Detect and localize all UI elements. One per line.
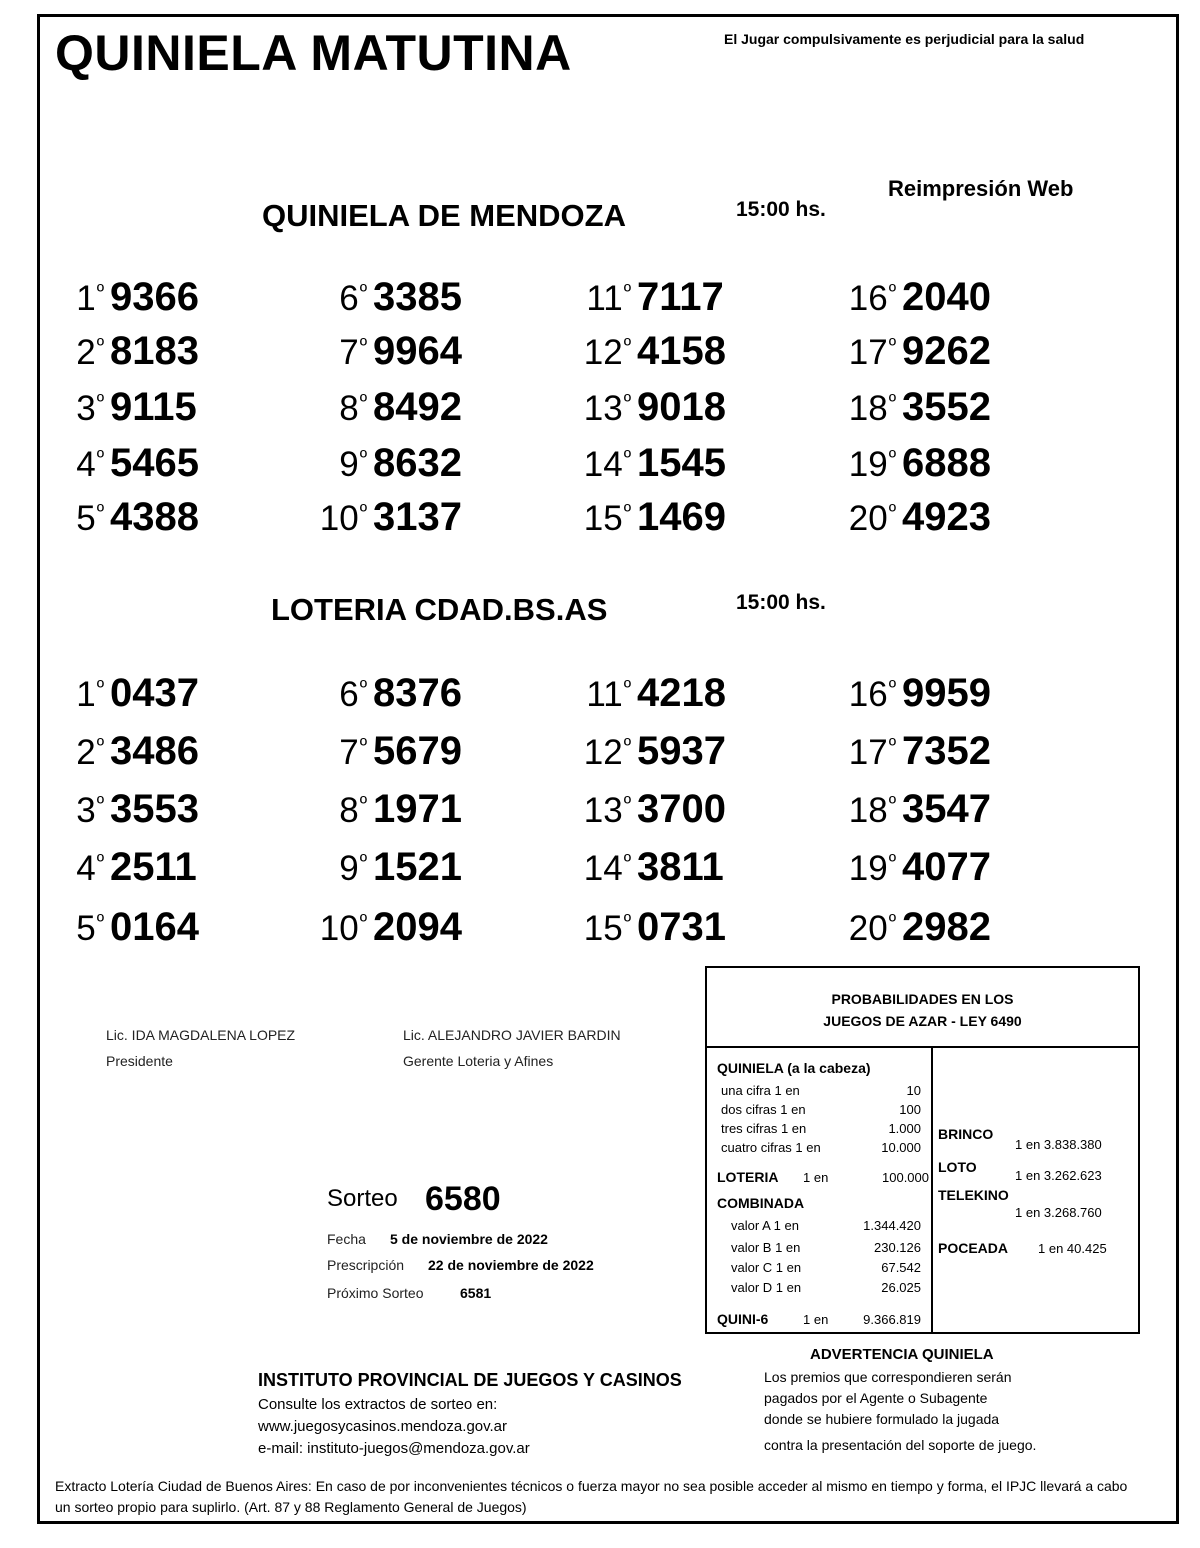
draw-entry [307,495,462,545]
draw-number: 4077 [902,845,991,889]
draw-position: 12 [583,733,623,772]
draw-number: 2040 [902,275,991,319]
draw-entry [307,787,462,837]
ordinal-mark: º [96,793,104,815]
draw-position: 2 [76,733,96,772]
section-title-loteria: LOTERIA CDAD.BS.AS [271,592,608,627]
draw-position: 1 [76,675,96,714]
draw-entry [836,787,991,837]
draw-ordinal [307,791,367,831]
draw-entry [571,329,726,379]
ordinal-mark: º [96,501,104,523]
prob-row-label: cuatro cifras 1 en [721,1140,821,1155]
draw-position: 2 [76,333,96,372]
ordinal-mark: º [96,447,104,469]
draw-number: 5465 [110,441,199,485]
sorteo-number: 6580 [425,1180,501,1218]
telekino-prob-value: 1 en 3.268.760 [1015,1205,1102,1220]
draw-ordinal [44,499,104,539]
quini6-prob-mid: 1 en [803,1312,829,1327]
loteria-prob-value: 100.000 [882,1170,929,1185]
draw-entry [307,671,462,721]
draw-ordinal [307,333,367,373]
draw-position: 5 [76,909,96,948]
ordinal-mark: º [888,447,896,469]
advertencia-line: Los premios que correspondieren serán [764,1369,1012,1385]
brinco-prob-label: BRINCO [938,1126,994,1142]
prob-row-value: 26.025 [881,1280,921,1295]
draw-number: 3553 [110,787,199,831]
ordinal-mark: º [359,851,367,873]
draw-ordinal [836,445,896,485]
poceada-prob-value: 1 en 40.425 [1038,1241,1107,1256]
poceada-prob-label: POCEADA [938,1240,1009,1256]
draw-ordinal [44,909,104,949]
draw-position: 3 [76,791,96,830]
prob-row-label: valor B 1 en [731,1240,801,1255]
draw-ordinal [307,499,367,539]
draw-position: 3 [76,389,96,428]
ordinal-mark: º [96,911,104,933]
draw-position: 12 [583,333,623,372]
page-title: QUINIELA MATUTINA [55,25,572,81]
draw-ordinal [836,733,896,773]
draw-position: 16 [848,279,888,318]
signature-manager [403,1022,621,1074]
draw-entry [836,441,991,491]
ordinal-mark: º [623,335,631,357]
draw-position: 4 [76,445,96,484]
combinada-prob-label: COMBINADA [717,1195,805,1211]
draw-number: 6888 [902,441,991,485]
advertencia-line: contra la presentación del soporte de juego. [764,1437,1037,1453]
institute-website-link[interactable]: www.juegosycasinos.mendoza.gov.ar [258,1418,508,1435]
prob-row-value: 1.000 [888,1121,921,1136]
telekino-prob-label: TELEKINO [938,1187,1009,1203]
ordinal-mark: º [96,335,104,357]
draw-ordinal [571,791,631,831]
prescripcion-label: Prescripción [327,1257,405,1273]
quiniela-prob-label: QUINIELA (a la cabeza) [717,1060,871,1076]
draw-ordinal [836,279,896,319]
draw-ordinal [44,733,104,773]
draw-position: 17 [848,733,888,772]
draw-number: 8632 [373,441,462,485]
draw-position: 13 [583,791,623,830]
draw-ordinal [836,909,896,949]
draw-ordinal [836,389,896,429]
draw-entry [307,385,462,435]
draw-ordinal [836,499,896,539]
draw-position: 10 [319,499,359,538]
advertencia-line: donde se hubiere formulado la jugada [764,1411,1000,1427]
draw-ordinal [571,499,631,539]
draw-ordinal [836,791,896,831]
draw-position: 16 [848,675,888,714]
draw-position: 20 [848,499,888,538]
ordinal-mark: º [888,391,896,413]
prob-row-value: 1.344.420 [863,1218,921,1233]
draw-number: 9366 [110,275,199,319]
institute-consult: Consulte los extractos de sorteo en: [258,1396,498,1413]
draw-ordinal [307,445,367,485]
draw-number: 9018 [637,385,726,429]
draw-entry [44,275,199,325]
loteria-prob-mid: 1 en [803,1170,829,1185]
draw-entry [571,671,726,721]
draw-entry [836,671,991,721]
draw-position: 9 [339,849,359,888]
draw-position: 11 [586,279,623,318]
draw-number: 5679 [373,729,462,773]
prob-row-label: dos cifras 1 en [721,1102,806,1117]
quini6-prob-value: 9.366.819 [863,1312,921,1327]
signature-role: Presidente [106,1053,173,1069]
draw-number: 7117 [637,275,724,319]
draw-entry [44,495,199,545]
draw-number: 8376 [373,671,462,715]
draw-number: 9959 [902,671,991,715]
draw-number: 1971 [373,787,462,831]
draw-entry [571,787,726,837]
prob-row-value: 10.000 [881,1140,921,1155]
draw-ordinal [44,849,104,889]
ordinal-mark: º [888,735,896,757]
draw-position: 15 [583,909,623,948]
ordinal-mark: º [623,391,631,413]
ordinal-mark: º [359,391,367,413]
draw-number: 8492 [373,385,462,429]
prob-row-label: valor C 1 en [731,1260,802,1275]
draw-position: 15 [583,499,623,538]
proximo-label: Próximo Sorteo [327,1285,424,1301]
draw-position: 18 [848,791,888,830]
draw-number: 2982 [902,905,991,949]
draw-number: 3385 [373,275,462,319]
draw-entry [571,441,726,491]
draw-position: 5 [76,499,96,538]
draw-position: 19 [848,445,888,484]
draw-number: 1521 [373,845,462,889]
signature-name: Lic. ALEJANDRO JAVIER BARDIN [403,1027,621,1043]
draw-entry [44,729,199,779]
health-warning: El Jugar compulsivamente es perjudicial para la salud [724,31,1085,47]
draw-number: 4388 [110,495,199,539]
probabilities-header [707,968,1138,1048]
draw-number: 0731 [637,905,726,949]
draw-position: 19 [848,849,888,888]
ordinal-mark: º [359,793,367,815]
ordinal-mark: º [359,911,367,933]
probabilities-box [705,966,1140,1334]
ordinal-mark: º [96,851,104,873]
draw-number: 5937 [637,729,726,773]
draw-ordinal [307,909,367,949]
ordinal-mark: º [888,501,896,523]
draw-entry [307,441,462,491]
ordinal-mark: º [359,501,367,523]
draw-position: 7 [339,333,359,372]
ordinal-mark: º [623,677,631,699]
section-title-mendoza: QUINIELA DE MENDOZA [262,198,626,233]
draw-position: 18 [848,389,888,428]
draw-entry [44,845,197,895]
draw-ordinal [307,849,367,889]
prob-row-value: 230.126 [874,1240,921,1255]
draw-entry [307,275,462,325]
brinco-prob-value: 1 en 3.838.380 [1015,1137,1102,1152]
ordinal-mark: º [623,501,631,523]
prob-row-label: una cifra 1 en [721,1083,800,1098]
draw-entry [44,905,199,955]
draw-entry [836,385,991,435]
ordinal-mark: º [359,281,367,303]
draw-number: 4158 [637,329,726,373]
draw-position: 7 [339,733,359,772]
draw-position: 13 [583,389,623,428]
draw-number: 4923 [902,495,991,539]
sorteo-label: Sorteo [327,1185,398,1212]
fecha-value: 5 de noviembre de 2022 [390,1231,548,1247]
draw-entry [836,905,991,955]
quini6-prob-label: QUINI-6 [717,1311,769,1327]
prescripcion-value: 22 de noviembre de 2022 [428,1257,594,1273]
ordinal-mark: º [888,851,896,873]
draw-number: 0164 [110,905,199,949]
draw-ordinal [571,675,631,715]
draw-number: 1545 [637,441,726,485]
draw-ordinal [836,675,896,715]
section-time-loteria: 15:00 hs. [736,591,826,614]
draw-entry [307,329,462,379]
draw-number: 9115 [110,385,197,429]
draw-ordinal [571,333,631,373]
probabilities-header-line: JUEGOS DE AZAR - LEY 6490 [823,1013,1022,1029]
draw-number: 2094 [373,905,462,949]
ordinal-mark: º [623,447,631,469]
draw-ordinal [307,675,367,715]
signature-role: Gerente Loteria y Afines [403,1053,554,1069]
ordinal-mark: º [623,911,631,933]
loto-prob-label: LOTO [938,1159,977,1175]
draw-entry [571,905,726,955]
ordinal-mark: º [888,335,896,357]
ordinal-mark: º [888,793,896,815]
draw-entry [307,905,462,955]
probabilities-header-line: PROBABILIDADES EN LOS [831,991,1014,1007]
ordinal-mark: º [623,281,631,303]
draw-position: 6 [339,279,359,318]
draw-entry [571,729,726,779]
draw-number: 3700 [637,787,726,831]
draw-entry [44,385,197,435]
draw-number: 3486 [110,729,199,773]
draw-entry [836,845,991,895]
institute-email-link[interactable]: e-mail: instituto-juegos@mendoza.gov.ar [258,1440,530,1457]
draw-ordinal [44,445,104,485]
ordinal-mark: º [359,447,367,469]
draw-position: 14 [583,849,623,888]
draw-entry [836,729,991,779]
ordinal-mark: º [96,391,104,413]
draw-number: 9964 [373,329,462,373]
draw-position: 20 [848,909,888,948]
draw-number: 0437 [110,671,199,715]
draw-position: 4 [76,849,96,888]
ordinal-mark: º [623,735,631,757]
ordinal-mark: º [359,677,367,699]
fecha-label: Fecha [327,1231,366,1247]
draw-ordinal [836,849,896,889]
advertencia-title: ADVERTENCIA QUINIELA [810,1346,994,1363]
draw-ordinal [836,333,896,373]
draw-ordinal [571,445,631,485]
draw-entry [836,329,991,379]
draw-number: 3547 [902,787,991,831]
prob-row-label: valor A 1 en [731,1218,799,1233]
loteria-prob-label: LOTERIA [717,1169,779,1185]
draw-ordinal [307,733,367,773]
draw-ordinal [571,909,631,949]
draw-number: 8183 [110,329,199,373]
draw-number: 4218 [637,671,726,715]
draw-entry [571,845,724,895]
draw-number: 7352 [902,729,991,773]
draw-entry [571,495,726,545]
draw-ordinal [307,279,367,319]
draw-ordinal [571,849,631,889]
draw-entry [44,787,199,837]
ordinal-mark: º [623,793,631,815]
draw-position: 10 [319,909,359,948]
section-time-mendoza: 15:00 hs. [736,198,826,221]
prob-row-label: valor D 1 en [731,1280,802,1295]
draw-entry [44,441,199,491]
prob-row-label: tres cifras 1 en [721,1121,807,1136]
draw-number: 1469 [637,495,726,539]
draw-entry [307,845,462,895]
draw-entry [571,275,724,325]
draw-ordinal [44,333,104,373]
draw-ordinal [571,733,631,773]
probabilities-divider [931,1048,933,1332]
draw-position: 17 [848,333,888,372]
prob-row-value: 100 [899,1102,921,1117]
signature-president [106,1022,295,1074]
signature-name: Lic. IDA MAGDALENA LOPEZ [106,1027,296,1043]
draw-ordinal [44,279,104,319]
draw-number: 3811 [637,845,724,889]
draw-ordinal [44,389,104,429]
footer-note: Extracto Lotería Ciudad de Buenos Aires: En caso de por inconvenientes técnicos o fuerza mayor no sea posible acceder al mismo en tiempo y forma, el IPJC llevará a cabo un sorteo propio para suplirlo. (Art. 87 y 88 Reglamento General de Juegos) [55,1478,1128,1515]
draw-number: 3552 [902,385,991,429]
proximo-value: 6581 [460,1285,492,1301]
draw-position: 1 [76,279,96,318]
prob-row-value: 67.542 [881,1260,921,1275]
draw-entry [836,495,991,545]
draw-position: 8 [339,791,359,830]
ordinal-mark: º [888,677,896,699]
ordinal-mark: º [623,851,631,873]
draw-ordinal [571,279,631,319]
draw-entry [44,329,199,379]
draw-number: 2511 [110,845,197,889]
draw-ordinal [44,675,104,715]
ordinal-mark: º [888,911,896,933]
draw-ordinal [571,389,631,429]
advertencia-line: pagados por el Agente o Subagente [764,1390,988,1406]
reprint-label: Reimpresión Web [888,176,1074,201]
draw-entry [571,385,726,435]
draw-position: 6 [339,675,359,714]
draw-position: 8 [339,389,359,428]
draw-ordinal [307,389,367,429]
ordinal-mark: º [96,281,104,303]
draw-entry [307,729,462,779]
ordinal-mark: º [888,281,896,303]
draw-position: 9 [339,445,359,484]
loto-prob-value: 1 en 3.262.623 [1015,1168,1102,1183]
ordinal-mark: º [359,335,367,357]
ordinal-mark: º [359,735,367,757]
ordinal-mark: º [96,735,104,757]
ordinal-mark: º [96,677,104,699]
draw-ordinal [44,791,104,831]
draw-number: 9262 [902,329,991,373]
prob-row-value: 10 [906,1083,921,1098]
draw-position: 14 [583,445,623,484]
draw-number: 3137 [373,495,462,539]
draw-entry [836,275,991,325]
draw-entry [44,671,199,721]
institute-name: INSTITUTO PROVINCIAL DE JUEGOS Y CASINOS [258,1370,682,1390]
draw-position: 11 [586,675,623,714]
